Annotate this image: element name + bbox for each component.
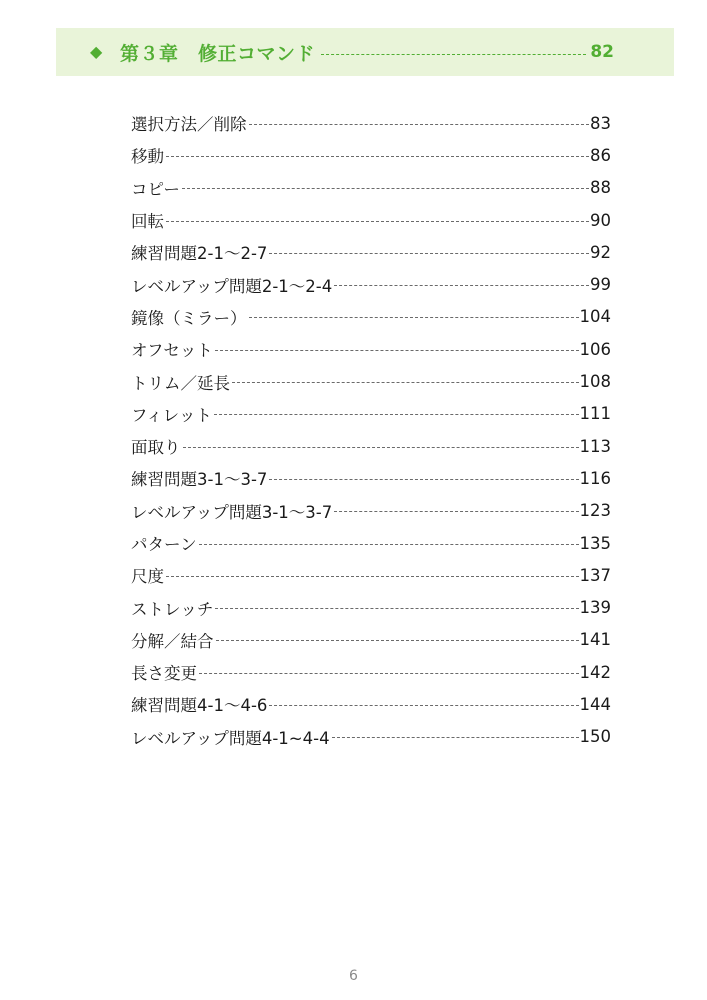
toc-entry-title: 面取り [131,438,181,458]
toc-entry[interactable] [131,591,611,623]
toc-entry[interactable] [131,624,611,656]
toc-dotted-leader [334,285,589,286]
toc-entry-page: 90 [590,210,611,230]
toc-entry[interactable] [131,495,611,527]
toc-entry[interactable] [131,559,611,591]
toc-entry-page: 104 [579,307,611,327]
toc-entry[interactable] [131,721,611,753]
toc-entry-title: レベルアップ問題4-1~4-4 [131,728,330,748]
chapter-dotted-leader [321,54,586,55]
toc-entry-title: レベルアップ問題3-1～3-7 [131,502,333,522]
toc-dotted-leader [166,221,589,222]
toc-dotted-leader [269,253,589,254]
toc-dotted-leader [166,576,579,577]
page-number: 6 [349,968,358,984]
diamond-icon: ◆ [90,42,103,61]
toc-entry-title: 尺度 [131,567,164,587]
toc-entry[interactable] [131,398,611,430]
toc-entry-page: 111 [579,404,611,424]
chapter-heading[interactable] [90,28,614,76]
toc-dotted-leader [249,124,590,125]
toc-entry-page: 144 [579,694,611,714]
toc-entry[interactable] [131,656,611,688]
chapter-heading-band [56,28,674,76]
toc-entry[interactable] [131,204,611,236]
toc-dotted-leader [182,188,589,189]
toc-entry-title: レベルアップ問題2-1～2-4 [131,276,333,296]
toc-dotted-leader [199,544,579,545]
toc-entry[interactable] [131,430,611,462]
toc-dotted-leader [215,350,579,351]
toc-dotted-leader [199,673,579,674]
toc-entry-page: 137 [579,565,611,585]
toc-entry[interactable] [131,107,611,139]
toc-entry[interactable] [131,688,611,720]
toc-entry[interactable] [131,268,611,300]
toc-entry[interactable] [131,333,611,365]
toc-entry-title: オフセット [131,341,213,361]
toc-entry-title: フィレット [131,405,213,425]
toc-entry-page: 150 [579,727,611,747]
toc-entry-page: 106 [579,339,611,359]
toc-entry-title: 移動 [131,147,164,167]
toc-entry[interactable] [131,172,611,204]
toc-entry-title: 練習問題4-1～4-6 [131,696,268,716]
toc-dotted-leader [249,317,579,318]
toc-dotted-leader [214,414,578,415]
toc-entry-page: 113 [579,436,611,456]
toc-entry-page: 123 [579,501,611,521]
toc-entry-title: トリム／延長 [131,373,230,393]
toc-entry-title: 選択方法／削除 [131,115,247,135]
toc-entry-page: 108 [579,372,611,392]
toc-dotted-leader [269,705,578,706]
chapter-page-number: 82 [590,42,614,62]
toc-entry-title: 練習問題2-1～2-7 [131,244,268,264]
toc-entry-page: 142 [579,662,611,682]
toc-entry[interactable] [131,462,611,494]
toc-entry-page: 83 [590,113,611,133]
toc-entry-title: 練習問題3-1～3-7 [131,470,268,490]
toc-entry-page: 92 [590,242,611,262]
toc-entry-page: 116 [579,468,611,488]
toc-dotted-leader [215,608,578,609]
toc-entry[interactable] [131,365,611,397]
toc-dotted-leader [183,447,579,448]
chapter-title: 第３章 修正コマンド [120,42,316,65]
toc-dotted-leader [332,737,579,738]
toc-entry-page: 99 [590,275,611,295]
toc-entry-title: 回転 [131,212,164,232]
toc-entry[interactable] [131,301,611,333]
toc-entry-page: 88 [590,178,611,198]
toc-list [131,107,611,753]
toc-entry-page: 139 [579,598,611,618]
toc-dotted-leader [166,156,589,157]
toc-entry-title: コピー [131,179,180,199]
toc-entry[interactable] [131,236,611,268]
toc-entry-title: パターン [131,535,197,554]
toc-dotted-leader [334,511,578,512]
toc-entry[interactable] [131,527,611,559]
toc-dotted-leader [269,479,578,480]
toc-entry-title: 分解／結合 [131,631,214,651]
toc-dotted-leader [216,640,579,641]
toc-dotted-leader [232,382,579,383]
toc-entry-title: 鏡像（ミラー） [131,308,247,328]
toc-entry-title: 長さ変更 [131,664,197,684]
toc-entry[interactable] [131,139,611,171]
toc-entry-title: ストレッチ [131,599,214,619]
toc-entry-page: 135 [579,533,611,553]
toc-entry-page: 86 [590,145,611,165]
toc-entry-page: 141 [579,630,611,650]
